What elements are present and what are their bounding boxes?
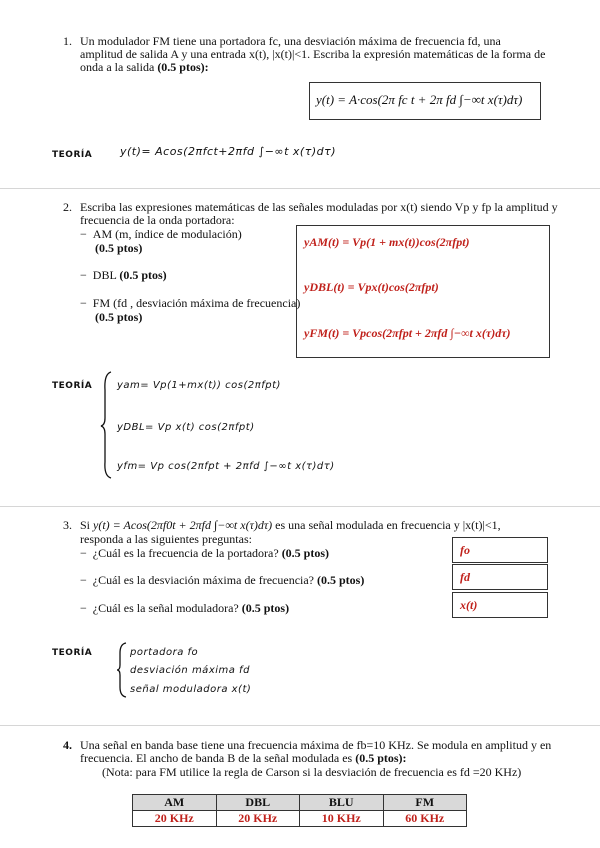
q3-question-3-points: (0.5 ptos)	[241, 601, 290, 615]
q1-line3-text: onda a la salida	[80, 60, 158, 74]
q4-bandwidth-table	[132, 794, 467, 827]
q1-points: (0.5 ptos):	[157, 60, 209, 74]
q3-question-1-text: ¿Cuál es la frecuencia de la portadora?	[92, 546, 282, 560]
q3-teoria-3: señal moduladora x(t)	[130, 684, 252, 695]
q2-answer-box	[296, 225, 550, 358]
q2-fm-points: (0.5 ptos)	[95, 310, 143, 324]
q2-answer-fm: yFM(t) = Vpcos(2πfpt + 2πfd ∫−∞t x(τ)dτ)	[304, 326, 511, 340]
q1-teoria-label: TEORÍA	[52, 150, 93, 160]
q3-teoria-2: desviación máxima fd	[130, 665, 250, 676]
q2-teoria-brace	[100, 370, 114, 480]
table-header-dbl: DBL	[216, 795, 300, 811]
q2-dbl-points: (0.5 ptos)	[119, 268, 167, 282]
q2-am-label: AM (m, índice de modulación)	[92, 227, 242, 241]
q2-text-line1: Escriba las expresiones matemáticas de las señales moduladas por x(t) siendo Vp y fp la amplitud y	[80, 200, 558, 214]
q3-question-1: − ¿Cuál es la frecuencia de la portadora? (0.5 ptos)	[80, 546, 330, 560]
q3-answer-box-1	[452, 537, 548, 563]
q3-text-line1	[80, 518, 501, 532]
q1-formula: y(t) = A·cos(2π fc t + 2π fd ∫−∞t x(τ)dτ)	[316, 92, 523, 107]
q3-question-2-text: ¿Cuál es la desviación máxima de frecuencia?	[92, 573, 318, 587]
q2-text-line2: frecuencia de la onda portadora:	[80, 213, 235, 227]
q4-number: 4.	[63, 738, 72, 752]
q4-text-line1: Una señal en banda base tiene una frecuencia máxima de fb=10 KHz. Se modula en amplitud y en	[80, 738, 552, 752]
q2-number: 2.	[63, 200, 72, 214]
table-cell-dbl: 20 KHz	[216, 811, 300, 827]
q1-text-line3	[80, 60, 209, 74]
q3-question-2-points: (0.5 ptos)	[317, 573, 365, 587]
q3-answer-box-2	[452, 564, 548, 590]
table-header-fm: FM	[383, 795, 467, 811]
q3-teoria-brace	[116, 641, 128, 699]
q2-am-points: (0.5 ptos)	[95, 241, 143, 255]
q3-teoria-label: TEORÍA	[52, 648, 93, 658]
q4-text-line2	[80, 751, 407, 765]
q1-number: 1.	[63, 34, 72, 48]
q2-teoria-fm: yfm= Vp cos(2πfpt + 2πfd ∫−∞t x(τ)dτ)	[117, 461, 335, 472]
q2-teoria-am: yam= Vp(1+mx(t)) cos(2πfpt)	[117, 380, 281, 391]
q2-fm-label: FM (fd , desviación máxima de frecuencia)	[92, 296, 301, 310]
q4-note: (Nota: para FM utilice la regla de Carson si la desviación de frecuencia es fd =20 KHz)	[102, 765, 522, 779]
q3-question-2: − ¿Cuál es la desviación máxima de frecuencia? (0.5 ptos)	[80, 573, 365, 587]
q2-dbl-label: DBL	[92, 268, 120, 282]
q3-answer-3: x(t)	[460, 598, 478, 612]
q3-answer-box-3	[452, 592, 548, 618]
q3-question-3: − ¿Cuál es la señal moduladora? (0.5 ptos)	[80, 601, 290, 615]
q3-line1-pre: Si	[80, 518, 94, 532]
separator	[0, 188, 600, 189]
q3-number: 3.	[63, 518, 72, 532]
q2-am-item: − AM (m, índice de modulación)	[80, 227, 242, 241]
q2-teoria-label: TEORÍA	[52, 381, 93, 391]
q1-text-line1: Un modulador FM tiene una portadora fc, una desviación máxima de frecuencia fd, una	[80, 34, 501, 48]
q3-line1-post: es una señal modulada en frecuencia y |x(t)|<1,	[272, 518, 501, 532]
q3-teoria-1: portadora fo	[130, 647, 199, 658]
q2-answer-am: yAM(t) = Vp(1 + mx(t))cos(2πfpt)	[304, 235, 470, 249]
q2-teoria-dbl: yDBL= Vp x(t) cos(2πfpt)	[117, 422, 255, 433]
table-cell-blu: 10 KHz	[300, 811, 384, 827]
q3-line1-formula: y(t) = Acos(2πf0t + 2πfd ∫−∞t x(τ)dτ)	[93, 518, 273, 532]
q1-answer-box	[309, 82, 541, 120]
q3-text-line2: responda a las siguientes preguntas:	[80, 532, 252, 546]
table-row	[133, 811, 467, 827]
q2-dbl-item: − DBL (0.5 ptos)	[80, 268, 167, 282]
separator	[0, 725, 600, 726]
table-header-am: AM	[133, 795, 217, 811]
table-cell-fm: 60 KHz	[383, 811, 467, 827]
table-header-row	[133, 795, 467, 811]
q1-teoria-text: y(t)= Acos(2πfct+2πfd ∫−∞t x(τ)dτ)	[120, 145, 337, 158]
q3-question-3-text: ¿Cuál es la señal moduladora?	[92, 601, 242, 615]
q2-fm-item: − FM (fd , desviación máxima de frecuencia)	[80, 296, 301, 310]
q2-answer-dbl: yDBL(t) = Vpx(t)cos(2πfpt)	[304, 280, 439, 294]
q3-answer-1: fo	[460, 543, 470, 557]
q3-answer-2: fd	[460, 570, 470, 584]
table-cell-am: 20 KHz	[133, 811, 217, 827]
q3-question-1-points: (0.5 ptos)	[281, 546, 330, 560]
q1-text-line2: amplitud de salida A y una entrada x(t), |x(t)|<1. Escriba la expresión matemáticas de la forma de	[80, 47, 546, 61]
table-header-blu: BLU	[300, 795, 384, 811]
separator	[0, 506, 600, 507]
q4-points: (0.5 ptos):	[355, 751, 407, 765]
q4-line2-text: frecuencia. El ancho de banda B de la señal modulada es	[80, 751, 356, 765]
